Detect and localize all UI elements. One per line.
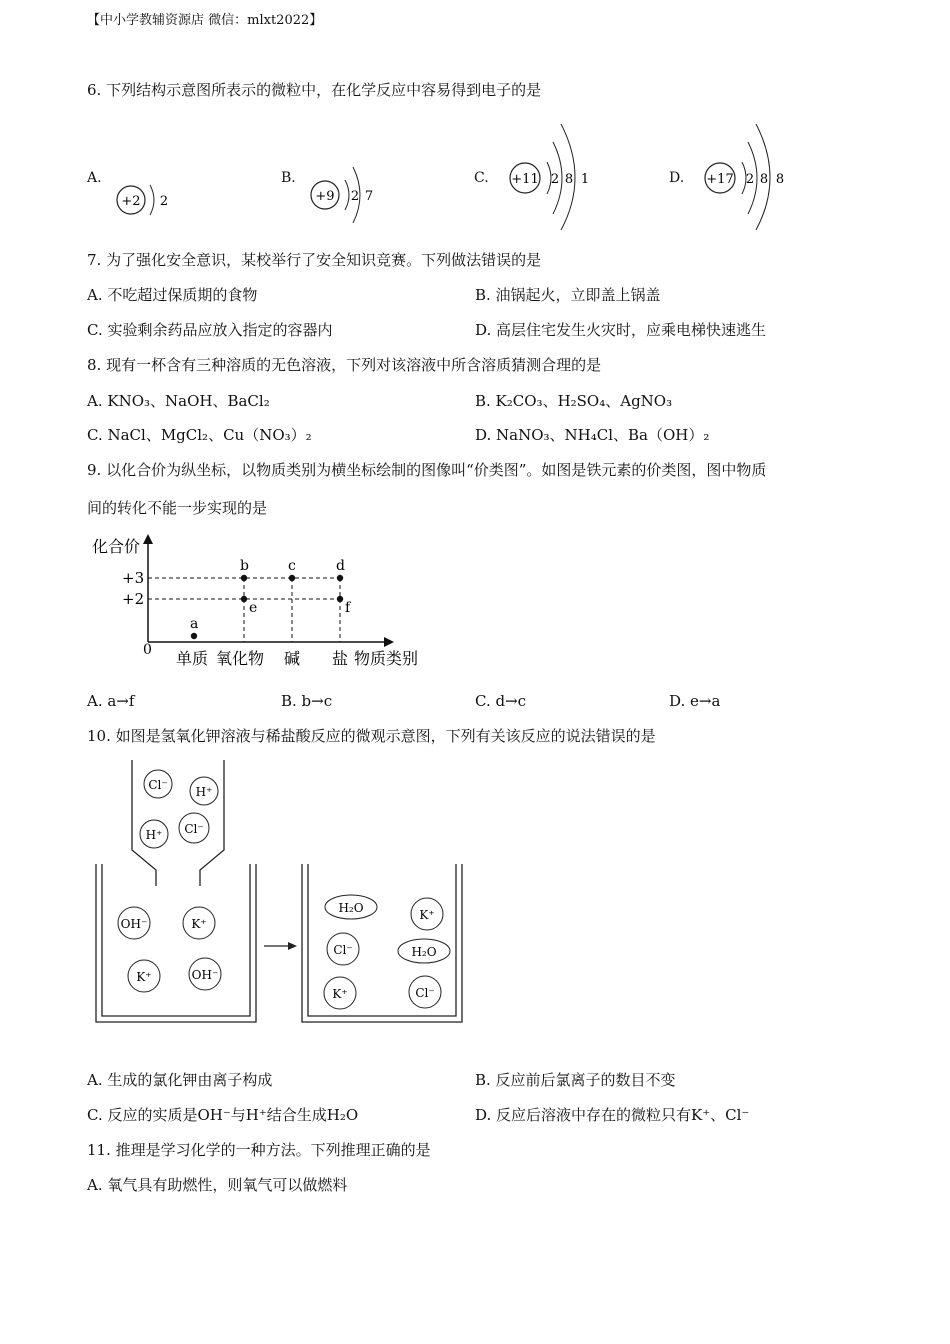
atom-diagram-a — [110, 175, 190, 225]
before-ion-2 — [183, 907, 215, 939]
nucleus-c: +11 — [511, 172, 539, 187]
q9-option-d: D. e→a — [669, 692, 721, 710]
svg-text:K⁺: K⁺ — [191, 917, 207, 931]
q6-option-d-letter: D. — [669, 170, 685, 186]
graph-point-label-a: a — [190, 616, 199, 632]
origin-label: 0 — [143, 642, 152, 658]
x-category-base: 碱 — [284, 649, 301, 668]
q9-stem-line1: 9. 以化合价为纵坐标，以物质类别为横坐标绘制的图像叫“价类图”。如图是铁元素的价类图，图中物质 — [87, 461, 767, 479]
q7-option-b: B. 油锅起火，立即盖上锅盖 — [475, 286, 661, 304]
valence-class-graph — [88, 530, 428, 670]
before-ion-4 — [189, 958, 221, 990]
q8-option-b: B. K₂CO₃、H₂SO₄、AgNO₃ — [475, 392, 673, 410]
svg-text:H₂O: H₂O — [338, 901, 364, 915]
atom-diagram-c — [505, 122, 605, 230]
shell-c-1: 2 — [550, 172, 560, 187]
dropper-ion-3 — [140, 820, 168, 848]
after-ion-5 — [324, 977, 356, 1009]
x-axis-title: 物质类别 — [354, 649, 419, 668]
q10-option-c: C. 反应的实质是OH⁻与H⁺结合生成H₂O — [87, 1106, 359, 1124]
graph-point-e — [241, 596, 247, 602]
q9-option-c: C. d→c — [475, 692, 527, 710]
dropper-ion-4 — [179, 813, 209, 843]
nucleus-d: +17 — [706, 172, 734, 187]
q9-stem-line2: 间的转化不能一步实现的是 — [87, 499, 268, 517]
dropper-ion-1 — [144, 770, 172, 798]
shell-d-2: 8 — [759, 172, 769, 187]
after-ion-6 — [409, 976, 441, 1008]
q8-option-d: D. NaNO₃、NH₄Cl、Ba（OH）₂ — [475, 426, 710, 444]
svg-text:OH⁻: OH⁻ — [120, 917, 148, 931]
before-ion-1 — [118, 907, 150, 939]
atom-diagram-d — [700, 122, 800, 230]
graph-point-f — [337, 596, 343, 602]
q10-option-b: B. 反应前后氯离子的数目不变 — [475, 1071, 676, 1089]
shell-d-1: 2 — [745, 172, 755, 187]
y-axis-title: 化合价 — [92, 537, 141, 556]
after-ion-3 — [327, 933, 359, 965]
q7-stem: 7. 为了强化安全意识，某校举行了安全知识竞赛。下列做法错误的是 — [87, 251, 542, 269]
after-ion-2 — [411, 898, 443, 930]
atom-diagram-b — [303, 155, 393, 225]
q8-option-c: C. NaCl、MgCl₂、Cu（NO₃）₂ — [87, 426, 312, 444]
before-ion-3 — [128, 960, 160, 992]
y-tick-plus2: +2 — [122, 590, 145, 608]
shell-d-3: 8 — [775, 172, 785, 187]
x-category-elemental: 单质 — [176, 649, 209, 668]
q6-stem: 6. 下列结构示意图所表示的微粒中，在化学反应中容易得到电子的是 — [87, 81, 542, 99]
q8-option-a: A. KNO₃、NaOH、BaCl₂ — [87, 392, 270, 410]
shell-b-2: 7 — [364, 189, 374, 204]
shell-a-1: 2 — [159, 194, 169, 209]
q9-option-b: B. b→c — [281, 692, 333, 710]
q10-option-a: A. 生成的氯化钾由离子构成 — [87, 1071, 273, 1089]
arrow-icon — [288, 942, 297, 950]
q10-stem: 10. 如图是氢氧化钾溶液与稀盐酸反应的微观示意图，下列有关该反应的说法错误的是 — [87, 727, 656, 745]
svg-text:H₂O: H₂O — [411, 945, 437, 959]
svg-text:Cl⁻: Cl⁻ — [333, 943, 353, 957]
q10-option-d: D. 反应后溶液中存在的微粒只有K⁺、Cl⁻ — [475, 1106, 750, 1124]
x-category-salt: 盐 — [332, 649, 349, 668]
graph-point-label-d: d — [336, 558, 345, 574]
q9-option-a: A. a→f — [87, 692, 135, 710]
graph-point-b — [241, 575, 247, 581]
neutralization-micro-diagram — [92, 758, 472, 1030]
q7-option-d: D. 高层住宅发生火灾时，应乘电梯快速逃生 — [475, 321, 767, 339]
graph-point-label-b: b — [240, 558, 249, 574]
svg-text:OH⁻: OH⁻ — [191, 968, 219, 982]
after-molecule-4 — [398, 939, 450, 963]
q6-option-a-letter: A. — [87, 170, 102, 186]
svg-text:K⁺: K⁺ — [136, 970, 152, 984]
q11-stem: 11. 推理是学习化学的一种方法。下列推理正确的是 — [87, 1141, 431, 1159]
shell-c-2: 8 — [564, 172, 574, 187]
svg-text:H⁺: H⁺ — [195, 785, 213, 799]
q7-option-a: A. 不吃超过保质期的食物 — [87, 286, 258, 304]
graph-point-a — [191, 633, 197, 639]
svg-text:K⁺: K⁺ — [419, 908, 435, 922]
y-tick-plus3: +3 — [122, 569, 145, 587]
nucleus-b: +9 — [315, 189, 335, 204]
x-category-oxide: 氧化物 — [216, 649, 265, 668]
svg-text:Cl⁻: Cl⁻ — [415, 986, 435, 1000]
graph-point-d — [337, 575, 343, 581]
graph-point-label-c: c — [288, 558, 296, 574]
shell-b-1: 2 — [350, 189, 360, 204]
q8-stem: 8. 现有一杯含有三种溶质的无色溶液，下列对该溶液中所含溶质猜测合理的是 — [87, 356, 602, 374]
svg-text:Cl⁻: Cl⁻ — [184, 822, 204, 836]
q6-option-c-letter: C. — [474, 170, 489, 186]
dropper-ion-2 — [190, 777, 218, 805]
graph-point-c — [289, 575, 295, 581]
q6-option-b-letter: B. — [281, 170, 296, 186]
graph-point-label-e: e — [249, 600, 258, 616]
svg-text:K⁺: K⁺ — [332, 987, 348, 1001]
nucleus-a: +2 — [121, 194, 141, 209]
svg-text:H⁺: H⁺ — [145, 828, 163, 842]
svg-text:Cl⁻: Cl⁻ — [148, 778, 168, 792]
graph-point-label-f: f — [345, 600, 351, 616]
q7-option-c: C. 实验剩余药品应放入指定的容器内 — [87, 321, 333, 339]
shell-c-3: 1 — [580, 172, 590, 187]
page-header: 【中小学教辅资源店 微信：mlxt2022】 — [87, 13, 323, 28]
after-molecule-1 — [325, 895, 377, 919]
q11-option-a: A. 氧气具有助燃性，则氧气可以做燃料 — [87, 1176, 348, 1194]
